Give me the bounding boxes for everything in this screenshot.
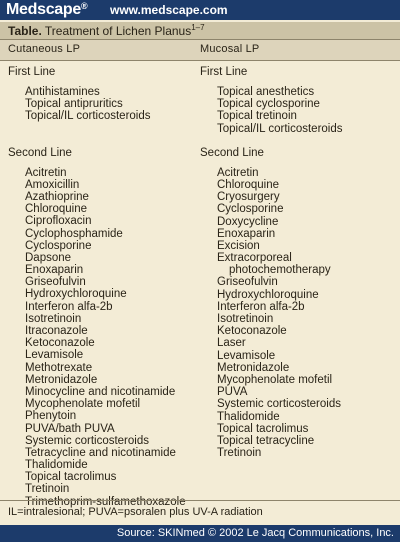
cutaneous-second-line-list-cont <box>25 264 186 508</box>
mucosal-column <box>200 62 343 459</box>
list-item: Laser <box>217 337 246 350</box>
list-item: Ketoconazole <box>217 325 287 338</box>
list-item-continuation: photochemotherapy <box>229 264 331 277</box>
list-item: Systemic corticosteroids <box>25 434 149 447</box>
second-line-heading: Second Line <box>200 146 264 159</box>
list-item: Extracorporeal <box>217 252 292 265</box>
list-item: PUVA <box>217 386 248 399</box>
cutaneous-column <box>8 62 186 508</box>
list-item: Cryosurgery <box>217 191 280 204</box>
list-item: Azathioprine <box>25 190 89 203</box>
list-item: Topical/IL corticosteroids <box>217 122 343 135</box>
table-title: Table. Treatment of Lichen Planus$^{1-7}$ <box>8 23 205 38</box>
footer-bar <box>0 525 400 542</box>
list-item: Hydroxychloroquine <box>217 288 319 301</box>
list-item: Topical tetracycline <box>217 434 315 447</box>
list-item: Tretinoin <box>25 483 70 496</box>
list-item: Doxycycline <box>217 215 279 228</box>
list-item: Cyclophosphamide <box>25 227 123 240</box>
list-item: Interferon alfa-2b <box>217 300 305 313</box>
list-item: Metronidazole <box>25 373 98 386</box>
list-item: Topical tretinoin <box>217 110 297 123</box>
list-item: Excision <box>217 239 260 252</box>
list-item: Mycophenolate mofetil <box>217 373 333 386</box>
list-item: Cyclosporine <box>25 239 92 252</box>
list-item: Isotretinoin <box>217 313 274 325</box>
list-item: Enoxaparin <box>25 264 84 277</box>
list-item: Hydroxychloroquine <box>25 288 127 301</box>
list-item: Isotretinoin <box>25 312 82 325</box>
list-item: Topical anesthetics <box>217 86 315 98</box>
first-line-heading: First Line <box>200 66 248 78</box>
list-item: Trimethoprim-sulfamethoxazole <box>25 495 186 508</box>
list-item: Phenytoin <box>25 410 77 423</box>
list-item: Griseofulvin <box>25 276 86 289</box>
cutaneous-second-line-list <box>25 167 186 265</box>
list-item: Amoxicillin <box>25 178 80 191</box>
list-item: Antihistamines <box>25 86 100 98</box>
list-item: Ciprofloxacin <box>25 215 92 228</box>
mucosal-first-line-list <box>217 86 343 135</box>
source-credit: Source: SKINmed © 2002 Le Jacq Communications, Inc. <box>116 527 394 539</box>
list-item: Topical antipruritics <box>25 98 123 111</box>
table-footnote: IL=intralesional; PUVA=psoralen plus UV-A radiation <box>8 506 263 518</box>
list-item: Chloroquine <box>25 203 88 216</box>
list-item: Tretinoin <box>217 447 262 460</box>
list-item: Thalidomide <box>217 410 280 423</box>
medscape-logo[interactable]: Medscape® <box>6 1 88 18</box>
table-header-row <box>0 40 400 61</box>
list-item: Enoxaparin <box>217 227 276 240</box>
list-item: Topical tacrolimus <box>217 422 309 435</box>
list-item: Interferon alfa-2b <box>25 300 113 313</box>
list-item: Acitretin <box>217 166 259 179</box>
mucosal-second-line-list <box>217 167 343 460</box>
list-item: Mycophenolate mofetil <box>25 398 141 411</box>
table-bottom-rule <box>0 500 400 501</box>
list-item: Griseofulvin <box>217 276 278 289</box>
header-bar <box>0 0 400 20</box>
list-item: Metronidazole <box>217 361 290 374</box>
list-item: Dapsone <box>25 251 72 264</box>
list-item: Cyclosporine <box>217 203 284 216</box>
second-line-heading: Second Line <box>8 146 72 159</box>
list-item: Chloroquine <box>217 178 280 191</box>
list-item: Topical/IL corticosteroids <box>25 110 151 123</box>
list-item: Levamisole <box>25 349 84 362</box>
site-url[interactable]: www.medscape.com <box>110 3 228 17</box>
list-item: Tetracycline and nicotinamide <box>25 446 176 459</box>
column-header-cutaneous: Cutaneous LP <box>8 43 81 55</box>
list-item: Minocycline and nicotinamide <box>25 385 176 398</box>
list-item: Topical tacrolimus <box>25 471 117 484</box>
cutaneous-first-line-list <box>25 86 186 123</box>
table-title-row <box>0 22 400 40</box>
list-item: Levamisole <box>217 349 276 362</box>
list-item: Itraconazole <box>25 325 88 337</box>
first-line-heading: First Line <box>8 66 56 78</box>
list-item: Topical cyclosporine <box>217 98 320 111</box>
list-item: PUVA/bath PUVA <box>25 422 115 435</box>
list-item: Methotrexate <box>25 361 93 374</box>
list-item: Systemic corticosteroids <box>217 398 341 411</box>
list-item: Thalidomide <box>25 459 88 472</box>
list-item: Ketoconazole <box>25 337 95 350</box>
list-item: Acitretin <box>25 166 67 179</box>
column-header-mucosal: Mucosal LP <box>200 43 260 55</box>
